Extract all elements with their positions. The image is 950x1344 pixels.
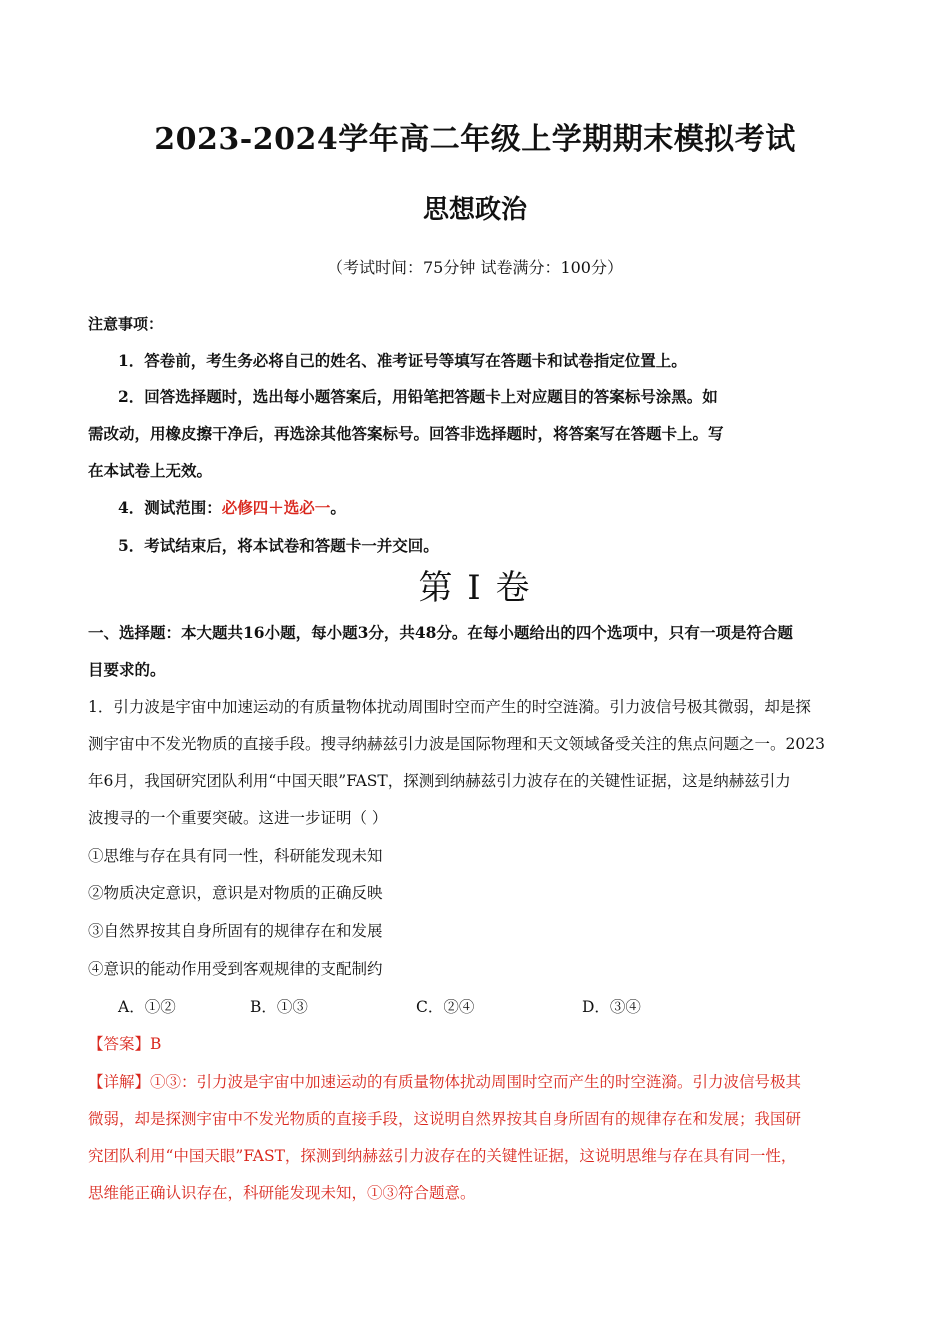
- notice-item-4: [118, 497, 346, 519]
- test-range: 必修四＋选必一: [221, 498, 331, 517]
- notice-item-2-line-2: 需改动，用橡皮擦干净后，再选涂其他答案标号。回答非选择题时，将答案写在答题卡上。写: [88, 424, 724, 443]
- question-1-stem-line-3: 年6月，我国研究团队利用“中国天眼”FAST，探测到纳赫兹引力波存在的关键性证据，这是纳赫兹引力: [88, 772, 791, 790]
- notice-item-5: 5．考试结束后，将本试卷和答题卡一并交回。: [118, 536, 439, 555]
- option-d: D．③④: [582, 998, 641, 1016]
- question-1-stem-line-4: 波搜寻的一个重要突破。这进一步证明（ ）: [88, 809, 388, 827]
- volume-heading: 第 I 卷: [418, 568, 532, 608]
- notice-item-4-prefix: 4．测试范围：: [118, 498, 222, 517]
- answer-label: 【答案】B: [88, 1035, 162, 1053]
- question-1-statement-2: ②物质决定意识，意识是对物质的正确反映: [88, 884, 383, 902]
- option-a: A．①②: [118, 998, 176, 1016]
- option-c: C．②④: [416, 998, 475, 1016]
- notice-heading: 注意事项：: [88, 315, 164, 333]
- notice-item-2-line-1: 2．回答选择题时，选出每小题答案后，用铅笔把答题卡上对应题目的答案标号涂黑。如: [118, 387, 718, 406]
- notice-item-2-line-3: 在本试卷上无效。: [88, 461, 213, 480]
- notice-item-4-suffix: 。: [330, 498, 346, 517]
- option-b: B．①③: [250, 998, 308, 1016]
- section-heading-line-2: 目要求的。: [88, 660, 166, 679]
- question-1-statement-4: ④意识的能动作用受到客观规律的支配制约: [88, 960, 383, 978]
- exam-title: 2023-2024学年高二年级上学期期末模拟考试: [154, 122, 796, 157]
- explanation-line-4: 思维能正确认识存在，科研能发现未知，①③符合题意。: [88, 1184, 476, 1202]
- question-1-stem-line-2: 测宇宙中不发光物质的直接手段。搜寻纳赫兹引力波是国际物理和天文领域备受关注的焦点问题之一。2023: [88, 735, 825, 753]
- question-1-statement-1: ①思维与存在具有同一性，科研能发现未知: [88, 847, 383, 865]
- subject-title: 思想政治: [422, 195, 527, 225]
- section-heading-line-1: 一、选择题：本大题共16小题，每小题3分，共48分。在每小题给出的四个选项中，只有一项是符合题: [88, 623, 793, 642]
- question-1-statement-3: ③自然界按其自身所固有的规律存在和发展: [88, 922, 383, 940]
- explanation-line-1: 【详解】①③：引力波是宇宙中加速运动的有质量物体扰动周围时空而产生的时空涟漪。引力波信号极其: [88, 1073, 802, 1091]
- question-1-stem-line-1: 1．引力波是宇宙中加速运动的有质量物体扰动周围时空而产生的时空涟漪。引力波信号极其微弱，却是探: [88, 698, 811, 716]
- notice-item-1: 1．答卷前，考生务必将自己的姓名、准考证号等填写在答题卡和试卷指定位置上。: [118, 351, 687, 370]
- exam-time-info: （考试时间：75分钟 试卷满分：100分）: [327, 258, 623, 277]
- explanation-line-3: 究团队利用“中国天眼”FAST，探测到纳赫兹引力波存在的关键性证据，这说明思维与存在具有同一性，: [88, 1147, 797, 1165]
- explanation-line-2: 微弱，却是探测宇宙中不发光物质的直接手段，这说明自然界按其自身所固有的规律存在和发展；我国研: [88, 1110, 802, 1128]
